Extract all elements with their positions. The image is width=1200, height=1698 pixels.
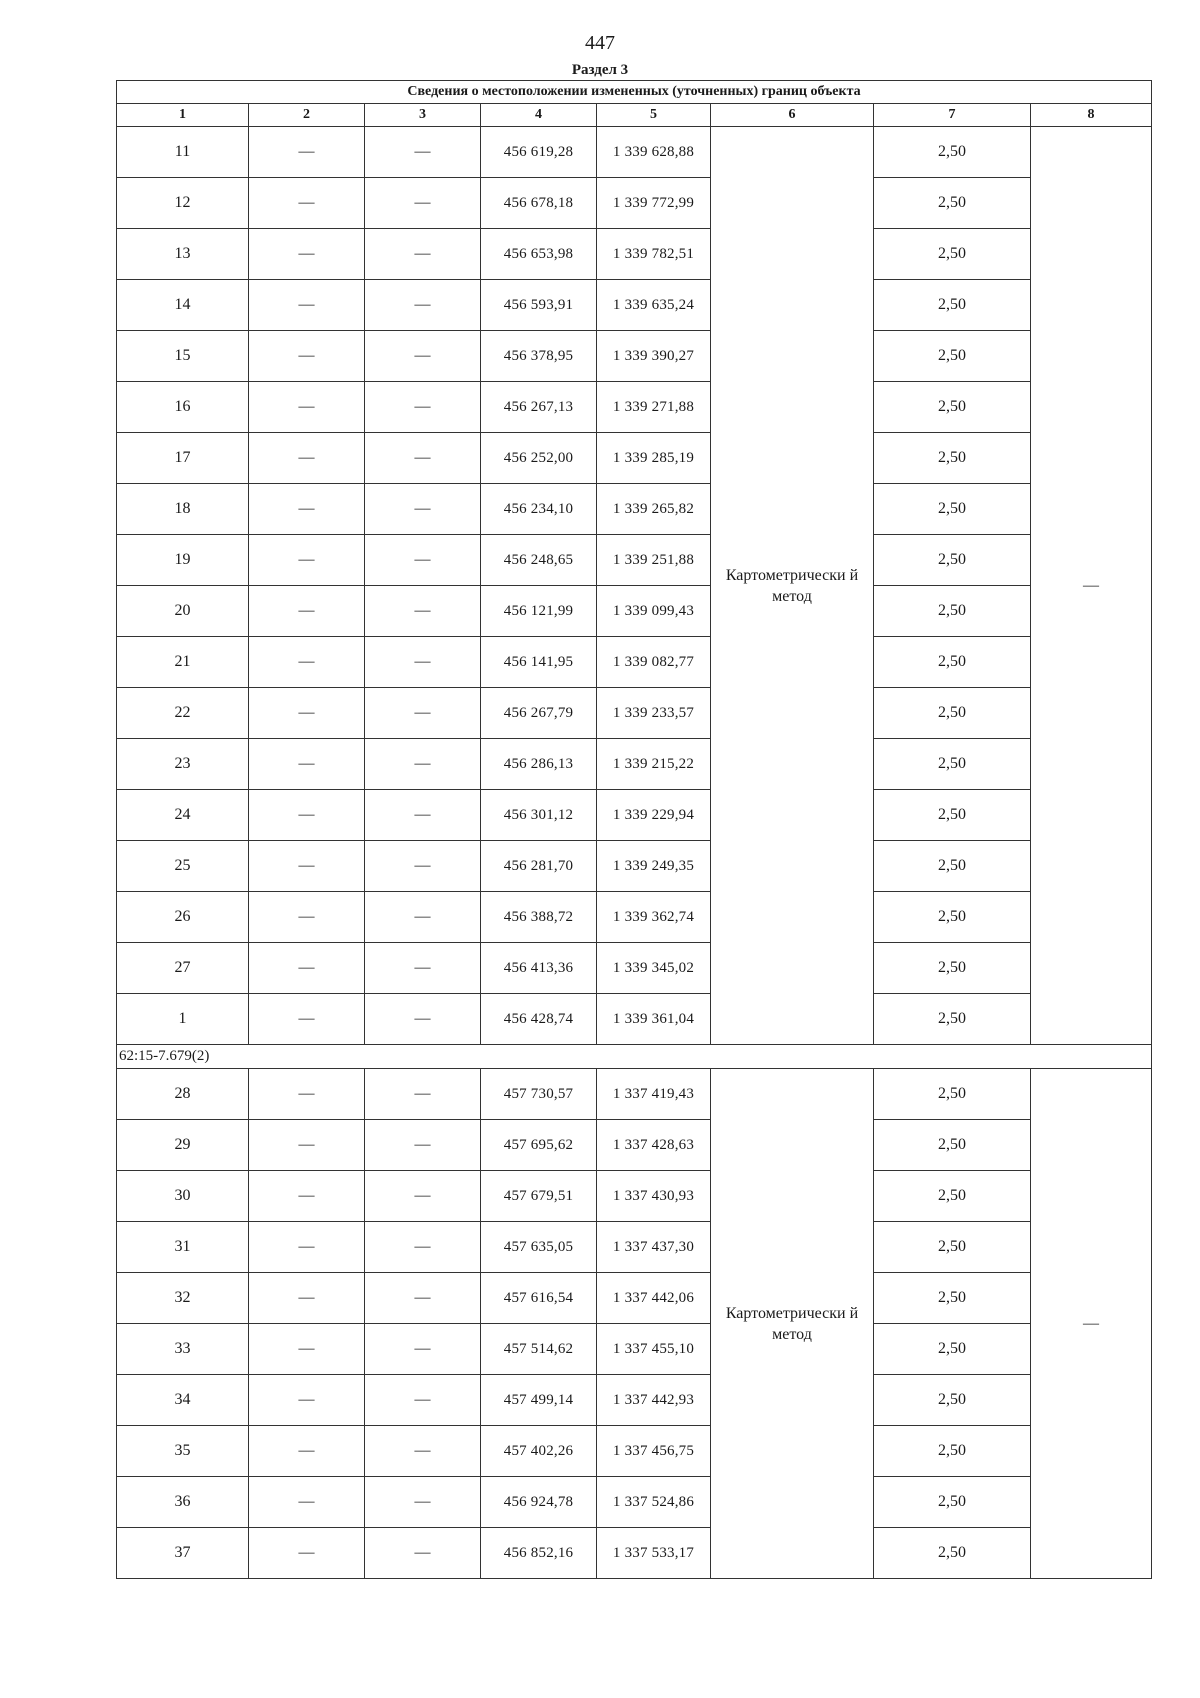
method-cell: Картометрически й метод [711,127,874,1045]
x-coordinate: 456 593,91 [481,280,597,331]
col3-value: — [365,739,481,790]
y-coordinate: 1 339 215,22 [597,739,711,790]
accuracy-value: 2,50 [874,1120,1031,1171]
x-coordinate: 456 852,16 [481,1528,597,1579]
y-coordinate: 1 339 772,99 [597,178,711,229]
column-number-7: 7 [874,104,1031,127]
col3-value: — [365,127,481,178]
table-row [117,637,1152,688]
table-row [117,586,1152,637]
accuracy-value: 2,50 [874,688,1031,739]
x-coordinate: 457 616,54 [481,1273,597,1324]
group-header-row [117,1045,1152,1069]
col2-value: — [249,127,365,178]
col3-value: — [365,535,481,586]
x-coordinate: 456 248,65 [481,535,597,586]
col3-value: — [365,229,481,280]
point-number: 30 [117,1171,249,1222]
point-number: 26 [117,892,249,943]
col8-value: — [1031,1069,1152,1579]
x-coordinate: 456 286,13 [481,739,597,790]
accuracy-value: 2,50 [874,1324,1031,1375]
table-row [117,1120,1152,1171]
col2-value: — [249,280,365,331]
accuracy-value: 2,50 [874,1375,1031,1426]
x-coordinate: 456 234,10 [481,484,597,535]
col2-value: — [249,1426,365,1477]
accuracy-value: 2,50 [874,1426,1031,1477]
col3-value: — [365,382,481,433]
y-coordinate: 1 339 782,51 [597,229,711,280]
table-row [117,1324,1152,1375]
point-number: 20 [117,586,249,637]
col2-value: — [249,178,365,229]
point-number: 27 [117,943,249,994]
x-coordinate: 456 301,12 [481,790,597,841]
accuracy-value: 2,50 [874,280,1031,331]
y-coordinate: 1 339 229,94 [597,790,711,841]
col3-value: — [365,331,481,382]
x-coordinate: 457 695,62 [481,1120,597,1171]
col2-value: — [249,688,365,739]
point-number: 28 [117,1069,249,1120]
point-number: 1 [117,994,249,1045]
col2-value: — [249,433,365,484]
y-coordinate: 1 339 271,88 [597,382,711,433]
x-coordinate: 457 730,57 [481,1069,597,1120]
table-row [117,1171,1152,1222]
col2-value: — [249,739,365,790]
column-number-2: 2 [249,104,365,127]
accuracy-value: 2,50 [874,637,1031,688]
x-coordinate: 456 378,95 [481,331,597,382]
section-title: Раздел 3 [571,62,629,78]
col3-value: — [365,1528,481,1579]
table-row [117,1222,1152,1273]
accuracy-value: 2,50 [874,1171,1031,1222]
table-row [117,1477,1152,1528]
table-row [117,943,1152,994]
point-number: 14 [117,280,249,331]
group-label: 62:15-7.679(2) [117,1045,1152,1069]
method-cell: Картометрически й метод [711,1069,874,1579]
x-coordinate: 457 402,26 [481,1426,597,1477]
point-number: 17 [117,433,249,484]
col2-value: — [249,841,365,892]
accuracy-value: 2,50 [874,1273,1031,1324]
col2-value: — [249,1273,365,1324]
table-row [117,1528,1152,1579]
point-number: 13 [117,229,249,280]
y-coordinate: 1 339 390,27 [597,331,711,382]
col2-value: — [249,892,365,943]
col3-value: — [365,1069,481,1120]
col2-value: — [249,1375,365,1426]
col3-value: — [365,1273,481,1324]
table-row [117,178,1152,229]
accuracy-value: 2,50 [874,739,1031,790]
x-coordinate: 456 267,79 [481,688,597,739]
accuracy-value: 2,50 [874,1222,1031,1273]
column-number-8: 8 [1031,104,1152,127]
col2-value: — [249,1324,365,1375]
col2-value: — [249,943,365,994]
accuracy-value: 2,50 [874,331,1031,382]
col2-value: — [249,1171,365,1222]
col2-value: — [249,586,365,637]
x-coordinate: 457 499,14 [481,1375,597,1426]
col2-value: — [249,331,365,382]
y-coordinate: 1 337 442,93 [597,1375,711,1426]
col3-value: — [365,943,481,994]
column-number-3: 3 [365,104,481,127]
col3-value: — [365,433,481,484]
col8-value: — [1031,127,1152,1045]
point-number: 18 [117,484,249,535]
col3-value: — [365,892,481,943]
x-coordinate: 456 281,70 [481,841,597,892]
table-row [117,484,1152,535]
accuracy-value: 2,50 [874,1477,1031,1528]
accuracy-value: 2,50 [874,382,1031,433]
y-coordinate: 1 339 099,43 [597,586,711,637]
col3-value: — [365,841,481,892]
col2-value: — [249,637,365,688]
point-number: 15 [117,331,249,382]
point-number: 25 [117,841,249,892]
col3-value: — [365,586,481,637]
col2-value: — [249,1477,365,1528]
table-row [117,688,1152,739]
x-coordinate: 456 653,98 [481,229,597,280]
col3-value: — [365,1120,481,1171]
col3-value: — [365,637,481,688]
y-coordinate: 1 339 249,35 [597,841,711,892]
x-coordinate: 456 678,18 [481,178,597,229]
col2-value: — [249,484,365,535]
x-coordinate: 456 413,36 [481,943,597,994]
y-coordinate: 1 339 628,88 [597,127,711,178]
point-number: 32 [117,1273,249,1324]
point-number: 12 [117,178,249,229]
column-number-1: 1 [117,104,249,127]
accuracy-value: 2,50 [874,586,1031,637]
y-coordinate: 1 339 233,57 [597,688,711,739]
col2-value: — [249,229,365,280]
x-coordinate: 457 635,05 [481,1222,597,1273]
col2-value: — [249,382,365,433]
point-number: 34 [117,1375,249,1426]
table-row [117,739,1152,790]
y-coordinate: 1 337 419,43 [597,1069,711,1120]
table-row [117,535,1152,586]
column-number-5: 5 [597,104,711,127]
col2-value: — [249,1528,365,1579]
table-row [117,1375,1152,1426]
accuracy-value: 2,50 [874,1528,1031,1579]
x-coordinate: 456 267,13 [481,382,597,433]
col2-value: — [249,790,365,841]
col3-value: — [365,178,481,229]
table-row [117,433,1152,484]
table-row [117,1426,1152,1477]
page-number: 447 [585,32,615,54]
accuracy-value: 2,50 [874,178,1031,229]
point-number: 35 [117,1426,249,1477]
y-coordinate: 1 339 635,24 [597,280,711,331]
table-row [117,1273,1152,1324]
coordinates-table [116,80,1152,1579]
point-number: 22 [117,688,249,739]
accuracy-value: 2,50 [874,484,1031,535]
column-number-6: 6 [711,104,874,127]
y-coordinate: 1 337 533,17 [597,1528,711,1579]
table-row [117,841,1152,892]
col3-value: — [365,280,481,331]
y-coordinate: 1 337 456,75 [597,1426,711,1477]
accuracy-value: 2,50 [874,943,1031,994]
point-number: 23 [117,739,249,790]
accuracy-value: 2,50 [874,1069,1031,1120]
table-row [117,229,1152,280]
point-number: 24 [117,790,249,841]
col3-value: — [365,994,481,1045]
x-coordinate: 456 252,00 [481,433,597,484]
y-coordinate: 1 337 524,86 [597,1477,711,1528]
column-number-row [117,104,1152,127]
accuracy-value: 2,50 [874,892,1031,943]
y-coordinate: 1 339 082,77 [597,637,711,688]
coordinates-table-container [116,80,1151,1579]
accuracy-value: 2,50 [874,841,1031,892]
point-number: 37 [117,1528,249,1579]
col2-value: — [249,535,365,586]
y-coordinate: 1 339 265,82 [597,484,711,535]
point-number: 36 [117,1477,249,1528]
accuracy-value: 2,50 [874,127,1031,178]
y-coordinate: 1 339 285,19 [597,433,711,484]
column-number-4: 4 [481,104,597,127]
table-row [117,994,1152,1045]
point-number: 21 [117,637,249,688]
table-row [117,331,1152,382]
point-number: 16 [117,382,249,433]
y-coordinate: 1 337 455,10 [597,1324,711,1375]
point-number: 19 [117,535,249,586]
point-number: 31 [117,1222,249,1273]
col3-value: — [365,1477,481,1528]
col3-value: — [365,1426,481,1477]
table-row [117,892,1152,943]
col3-value: — [365,1171,481,1222]
col3-value: — [365,790,481,841]
table-row [117,1069,1152,1120]
y-coordinate: 1 339 251,88 [597,535,711,586]
y-coordinate: 1 337 442,06 [597,1273,711,1324]
x-coordinate: 456 388,72 [481,892,597,943]
point-number: 33 [117,1324,249,1375]
col2-value: — [249,994,365,1045]
y-coordinate: 1 337 437,30 [597,1222,711,1273]
accuracy-value: 2,50 [874,433,1031,484]
x-coordinate: 456 428,74 [481,994,597,1045]
y-coordinate: 1 337 428,63 [597,1120,711,1171]
table-row [117,790,1152,841]
col3-value: — [365,1222,481,1273]
x-coordinate: 456 619,28 [481,127,597,178]
table-row [117,280,1152,331]
col3-value: — [365,1375,481,1426]
y-coordinate: 1 339 361,04 [597,994,711,1045]
accuracy-value: 2,50 [874,535,1031,586]
y-coordinate: 1 339 362,74 [597,892,711,943]
point-number: 11 [117,127,249,178]
table-row [117,382,1152,433]
x-coordinate: 456 141,95 [481,637,597,688]
table-row [117,127,1152,178]
y-coordinate: 1 339 345,02 [597,943,711,994]
table-caption: Сведения о местоположении измененных (уточненных) границ объекта [117,81,1152,104]
col3-value: — [365,484,481,535]
accuracy-value: 2,50 [874,229,1031,280]
col3-value: — [365,1324,481,1375]
x-coordinate: 457 514,62 [481,1324,597,1375]
accuracy-value: 2,50 [874,994,1031,1045]
x-coordinate: 456 121,99 [481,586,597,637]
y-coordinate: 1 337 430,93 [597,1171,711,1222]
col2-value: — [249,1222,365,1273]
accuracy-value: 2,50 [874,790,1031,841]
x-coordinate: 456 924,78 [481,1477,597,1528]
col2-value: — [249,1120,365,1171]
col3-value: — [365,688,481,739]
col2-value: — [249,1069,365,1120]
point-number: 29 [117,1120,249,1171]
x-coordinate: 457 679,51 [481,1171,597,1222]
